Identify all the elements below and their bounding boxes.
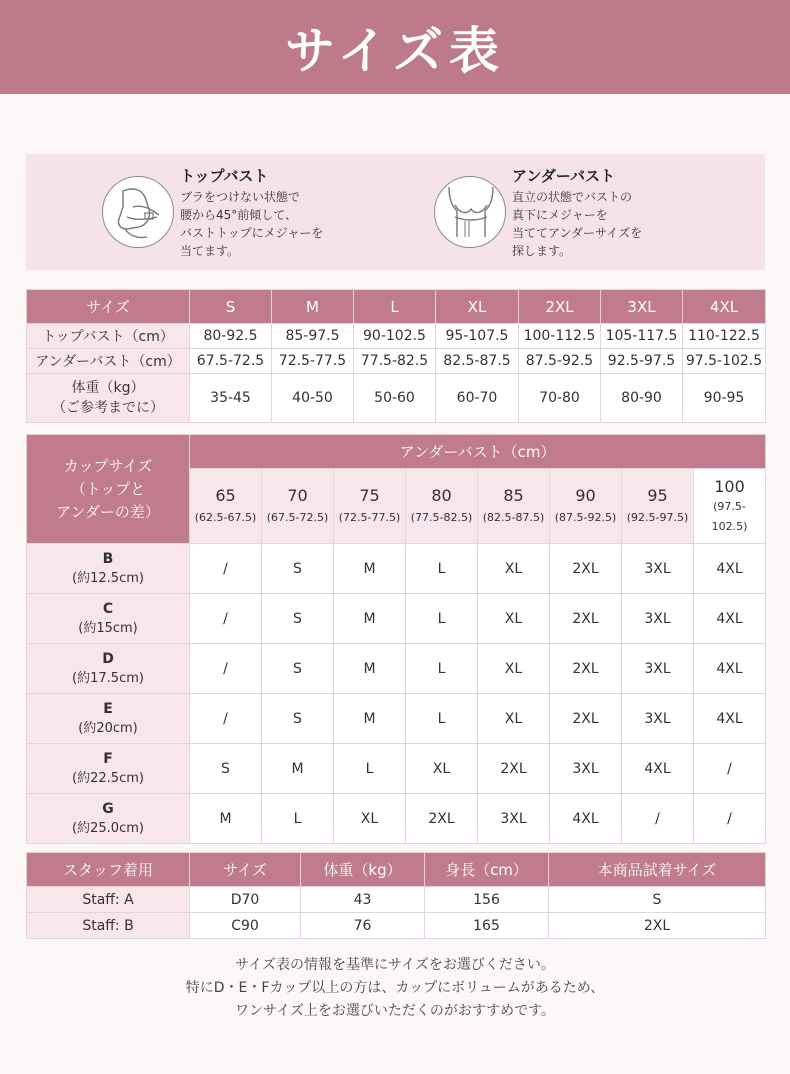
- cup-label: G (約25.0cm): [27, 794, 190, 844]
- table-cell: 77.5-82.5: [354, 349, 436, 374]
- size-table-header: [27, 290, 766, 324]
- table-cell: 3XL: [622, 694, 694, 744]
- size-note: [0, 954, 790, 1023]
- table-cell: /: [190, 694, 262, 744]
- table-cell: M: [334, 544, 406, 594]
- page-header: [0, 0, 790, 94]
- table-cell: 67.5-72.5: [190, 349, 272, 374]
- table-cell: XL: [478, 644, 550, 694]
- cup-row: [27, 794, 766, 844]
- under-bust-cell: 90 (87.5-92.5): [550, 469, 622, 544]
- table-cell: /: [190, 644, 262, 694]
- table-cell: 76: [301, 913, 425, 939]
- cup-size-table: [26, 434, 766, 844]
- staff-header-cell: サイズ: [190, 853, 301, 887]
- table-cell: 92.5-97.5: [601, 349, 683, 374]
- size-header-cell: L: [354, 290, 436, 324]
- under-bust-cell: 75 (72.5-77.5): [334, 469, 406, 544]
- table-cell: XL: [478, 694, 550, 744]
- table-cell: 72.5-77.5: [272, 349, 354, 374]
- table-cell: 110-122.5: [683, 324, 766, 349]
- table-cell: 90-102.5: [354, 324, 436, 349]
- under-bust-measure-icon: [434, 176, 506, 248]
- staff-table-header: [27, 853, 766, 887]
- table-cell: /: [190, 594, 262, 644]
- under-bust-cell: 65 (62.5-67.5): [190, 469, 262, 544]
- size-header-cell: S: [190, 290, 272, 324]
- table-cell: D70: [190, 887, 301, 913]
- cup-label: B (約12.5cm): [27, 544, 190, 594]
- table-cell: /: [622, 794, 694, 844]
- table-cell: 3XL: [622, 544, 694, 594]
- table-cell: L: [406, 694, 478, 744]
- note-line: ワンサイズ上をお選びいただくのがおすすめです。: [235, 1003, 555, 1019]
- page-title: サイズ表: [285, 21, 505, 80]
- row-label: アンダーバスト（cm）: [27, 349, 190, 374]
- table-cell: S: [549, 887, 766, 913]
- under-bust-cell: 80 (77.5-82.5): [406, 469, 478, 544]
- note-line: 特にD・E・Fカップ以上の方は、カップにボリュームがあるため、: [185, 980, 605, 996]
- table-cell: M: [190, 794, 262, 844]
- cup-row: [27, 744, 766, 794]
- table-cell: XL: [478, 544, 550, 594]
- table-cell: 4XL: [694, 694, 766, 744]
- cup-label: F (約22.5cm): [27, 744, 190, 794]
- cup-row: [27, 594, 766, 644]
- table-cell: M: [262, 744, 334, 794]
- row-label: 体重（kg） （ご参考までに）: [27, 374, 190, 423]
- table-cell: L: [406, 594, 478, 644]
- table-row: [27, 349, 766, 374]
- table-cell: 40-50: [272, 374, 354, 423]
- staff-name: Staff: B: [27, 913, 190, 939]
- table-cell: 2XL: [550, 544, 622, 594]
- table-cell: S: [190, 744, 262, 794]
- table-cell: 165: [425, 913, 549, 939]
- table-cell: XL: [334, 794, 406, 844]
- size-header-cell: サイズ: [27, 290, 190, 324]
- table-cell: 43: [301, 887, 425, 913]
- table-cell: 87.5-92.5: [519, 349, 601, 374]
- table-cell: 4XL: [550, 794, 622, 844]
- size-header-cell: 4XL: [683, 290, 766, 324]
- under-bust-header: アンダーバスト（cm）: [190, 435, 766, 469]
- table-cell: 3XL: [622, 644, 694, 694]
- cup-row: [27, 644, 766, 694]
- staff-header-cell: スタッフ着用: [27, 853, 190, 887]
- under-bust-cell: 100 (97.5- 102.5): [694, 469, 766, 544]
- table-cell: /: [694, 744, 766, 794]
- table-cell: 82.5-87.5: [436, 349, 519, 374]
- staff-name: Staff: A: [27, 887, 190, 913]
- table-cell: S: [262, 544, 334, 594]
- size-header-cell: M: [272, 290, 354, 324]
- table-cell: 4XL: [622, 744, 694, 794]
- table-cell: 50-60: [354, 374, 436, 423]
- table-cell: L: [262, 794, 334, 844]
- table-cell: /: [190, 544, 262, 594]
- cup-label: D (約17.5cm): [27, 644, 190, 694]
- staff-row: [27, 887, 766, 913]
- cup-corner-label: カップサイズ （トップと アンダーの差）: [27, 435, 190, 544]
- table-cell: 95-107.5: [436, 324, 519, 349]
- under-bust-cell: 70 (67.5-72.5): [262, 469, 334, 544]
- table-cell: M: [334, 644, 406, 694]
- table-cell: 2XL: [550, 694, 622, 744]
- under-bust-cell: 95 (92.5-97.5): [622, 469, 694, 544]
- under-bust-title: アンダーバスト: [512, 167, 616, 185]
- cup-table-header: [27, 435, 766, 469]
- table-row: [27, 324, 766, 349]
- table-cell: 2XL: [549, 913, 766, 939]
- table-cell: C90: [190, 913, 301, 939]
- table-cell: S: [262, 644, 334, 694]
- table-cell: 80-92.5: [190, 324, 272, 349]
- row-label: トップバスト（cm）: [27, 324, 190, 349]
- table-cell: 4XL: [694, 544, 766, 594]
- staff-header-cell: 本商品試着サイズ: [549, 853, 766, 887]
- table-cell: 4XL: [694, 644, 766, 694]
- table-cell: XL: [478, 594, 550, 644]
- table-row: [27, 374, 766, 423]
- top-bust-title: トップバスト: [180, 167, 269, 185]
- table-cell: 2XL: [550, 594, 622, 644]
- staff-header-cell: 体重（kg）: [301, 853, 425, 887]
- table-cell: 60-70: [436, 374, 519, 423]
- table-cell: 70-80: [519, 374, 601, 423]
- table-cell: L: [406, 544, 478, 594]
- cup-row: [27, 544, 766, 594]
- measurement-guide: [26, 154, 765, 270]
- under-bust-desc: 直立の状態でバストの 真下にメジャーを 当ててアンダーサイズを 探します。: [512, 190, 643, 258]
- table-cell: 85-97.5: [272, 324, 354, 349]
- table-cell: L: [334, 744, 406, 794]
- table-cell: 3XL: [478, 794, 550, 844]
- cup-label: C (約15cm): [27, 594, 190, 644]
- table-cell: 100-112.5: [519, 324, 601, 349]
- top-bust-measure-icon: [102, 176, 174, 248]
- size-table: [26, 289, 766, 423]
- table-cell: 35-45: [190, 374, 272, 423]
- table-cell: M: [334, 694, 406, 744]
- table-cell: 80-90: [601, 374, 683, 423]
- table-cell: 2XL: [478, 744, 550, 794]
- table-cell: 3XL: [550, 744, 622, 794]
- size-header-cell: XL: [436, 290, 519, 324]
- table-cell: 4XL: [694, 594, 766, 644]
- table-cell: S: [262, 694, 334, 744]
- table-cell: 90-95: [683, 374, 766, 423]
- top-bust-desc: ブラをつけない状態で 腰から45°前傾して、 バストトップにメジャーを 当てます。: [180, 190, 324, 258]
- table-cell: 97.5-102.5: [683, 349, 766, 374]
- table-cell: 156: [425, 887, 549, 913]
- staff-row: [27, 913, 766, 939]
- under-bust-cell: 85 (82.5-87.5): [478, 469, 550, 544]
- table-cell: 2XL: [406, 794, 478, 844]
- table-cell: L: [406, 644, 478, 694]
- cup-label: E (約20cm): [27, 694, 190, 744]
- note-line: サイズ表の情報を基準にサイズをお選びください。: [235, 957, 555, 973]
- table-cell: 2XL: [550, 644, 622, 694]
- table-cell: XL: [406, 744, 478, 794]
- table-cell: M: [334, 594, 406, 644]
- cup-row: [27, 694, 766, 744]
- table-cell: 3XL: [622, 594, 694, 644]
- table-cell: /: [694, 794, 766, 844]
- table-cell: 105-117.5: [601, 324, 683, 349]
- staff-header-cell: 身長（cm）: [425, 853, 549, 887]
- table-cell: S: [262, 594, 334, 644]
- size-header-cell: 3XL: [601, 290, 683, 324]
- staff-table: [26, 852, 766, 939]
- size-header-cell: 2XL: [519, 290, 601, 324]
